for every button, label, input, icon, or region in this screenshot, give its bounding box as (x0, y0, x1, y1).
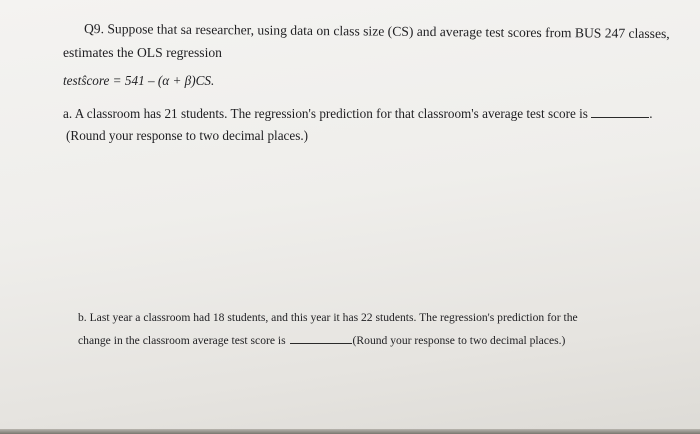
question-9-stem-line-2: estimates the OLS regression (63, 45, 222, 60)
part-b-rounding-note: (Round your response to two decimal places.) (352, 334, 566, 347)
part-a-rounding-note: (Round your response to two decimal places.) (66, 128, 309, 143)
part-a-prompt (63, 106, 653, 122)
part-b-answer-blank[interactable] (290, 343, 352, 344)
part-b-prompt-text: change in the classroom average test score is (78, 334, 286, 347)
part-a-answer-blank[interactable] (591, 117, 649, 118)
photo-bottom-edge (0, 429, 700, 434)
regression-equation: testŝcore = 541 – (α + β)CS. (63, 73, 215, 88)
part-a-period: . (649, 106, 653, 121)
part-b-prompt-line-2 (78, 334, 565, 347)
part-b-prompt-line-1: b. Last year a classroom had 18 students, and this year it has 22 students. The regression's prediction for the (78, 311, 578, 324)
question-9-stem-line-1: Q9. Suppose that sa researcher, using data on class size (CS) and average test scores from BUS 247 classes, (83, 21, 670, 42)
part-a-prompt-text: a. A classroom has 21 students. The regression's prediction for that classroom's average test score is (63, 106, 588, 121)
